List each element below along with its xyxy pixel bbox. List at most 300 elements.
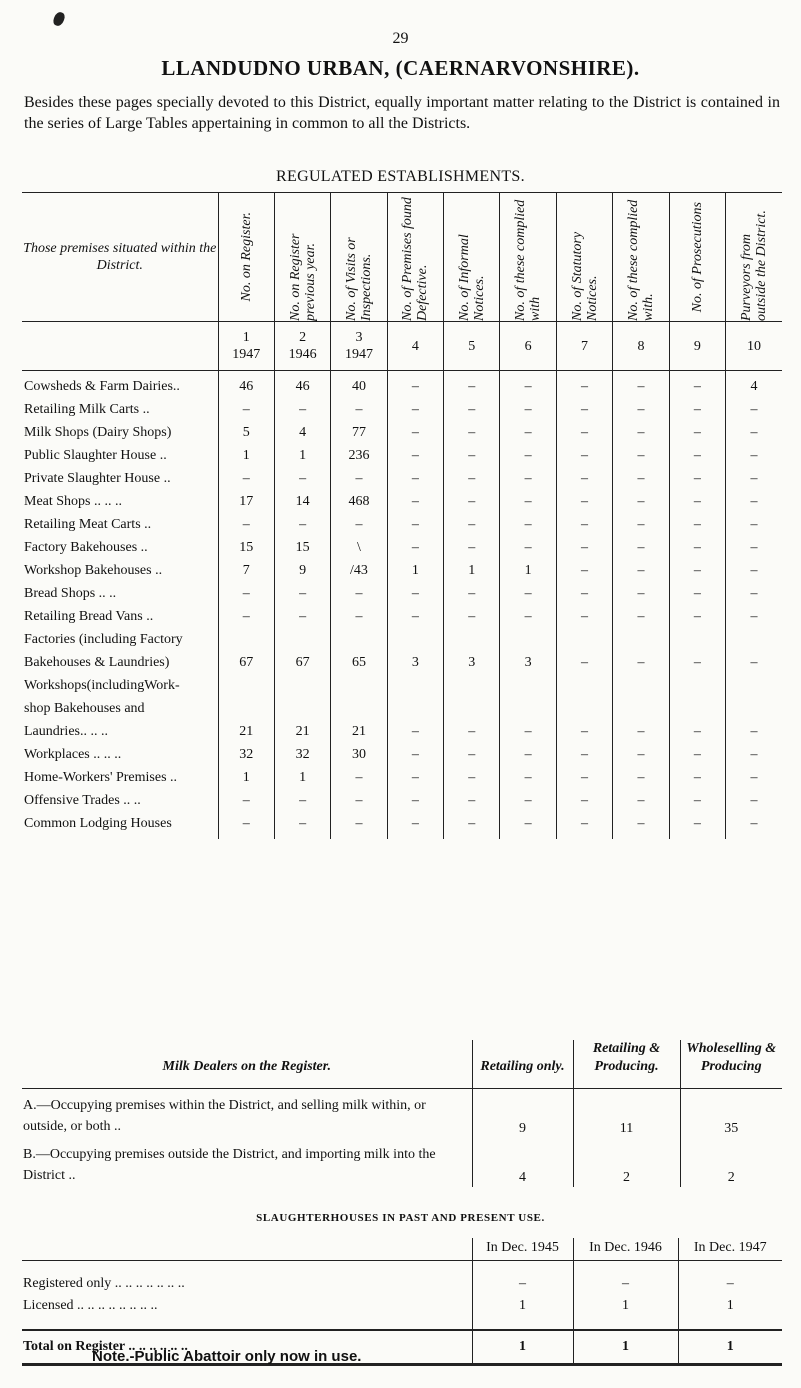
table-cell: 21 (331, 724, 387, 747)
table-cell: – (331, 471, 387, 494)
table-cell: – (669, 724, 725, 747)
regulated-title: REGULATED ESTABLISHMENTS. (276, 168, 525, 185)
table-cell: 1 (387, 563, 443, 586)
table-cell (444, 632, 500, 655)
table-cell: – (726, 563, 782, 586)
col-header: No. of Informal Notices. (444, 193, 500, 322)
table-cell: – (726, 425, 782, 448)
table-row (22, 655, 782, 678)
table-cell (669, 632, 725, 655)
table-cell: – (500, 425, 556, 448)
total-cell: 1 (678, 1330, 782, 1365)
milk-row-a (22, 1089, 782, 1139)
slaughter-cell: – (573, 1273, 678, 1295)
table-cell: – (444, 586, 500, 609)
table-cell: – (669, 448, 725, 471)
table-cell (387, 701, 443, 724)
table-cell: – (331, 793, 387, 816)
table-row (22, 494, 782, 517)
table-cell: 4 (274, 425, 330, 448)
table-cell: – (726, 471, 782, 494)
table-cell (387, 632, 443, 655)
column-number-cell (274, 322, 330, 371)
page-number: 29 (392, 30, 409, 47)
table-cell: – (331, 402, 387, 425)
col-header: No. of Prosecutions (669, 193, 725, 322)
table-cell: 5 (218, 425, 274, 448)
table-cell: – (387, 724, 443, 747)
row-label: Common Lodging Houses (24, 816, 172, 831)
table-cell: – (556, 494, 612, 517)
table-cell: – (500, 770, 556, 793)
table-cell: – (500, 517, 556, 540)
table-cell: – (387, 494, 443, 517)
table-cell: 3 (500, 655, 556, 678)
column-number-cell (556, 322, 612, 371)
row-label: Bakehouses & Laundries) (24, 655, 170, 670)
table-cell (218, 678, 274, 701)
table-cell: /43 (331, 563, 387, 586)
slaughter-row-label: Registered only .. .. .. .. .. .. .. (23, 1276, 185, 1291)
table-cell: 1 (444, 563, 500, 586)
table-cell: 46 (274, 371, 330, 403)
milk-cell: 2 (573, 1138, 680, 1187)
column-number: 1 (242, 330, 250, 345)
table-cell: – (556, 371, 612, 403)
table-cell: – (556, 655, 612, 678)
table-cell: – (613, 724, 669, 747)
column-number: 3 (355, 330, 363, 345)
milk-cell: 11 (573, 1089, 680, 1139)
table-cell (218, 701, 274, 724)
row-label: Retailing Bread Vans .. (24, 609, 154, 624)
table-cell: – (613, 448, 669, 471)
table-cell: – (613, 540, 669, 563)
row-label: Offensive Trades .. .. (24, 793, 141, 808)
table-row (22, 747, 782, 770)
table-cell: 32 (218, 747, 274, 770)
column-number-cell (444, 322, 500, 371)
table-row (22, 816, 782, 839)
table-cell (274, 632, 330, 655)
table-cell (669, 701, 725, 724)
table-row (22, 540, 782, 563)
table-cell: – (444, 609, 500, 632)
table-row (22, 724, 782, 747)
table-cell: 1 (500, 563, 556, 586)
table-cell: – (669, 609, 725, 632)
table-cell (387, 678, 443, 701)
row-label: shop Bakehouses and (24, 701, 145, 716)
table-cell: – (556, 609, 612, 632)
table-cell: – (556, 816, 612, 839)
table-cell: – (387, 770, 443, 793)
table-cell: – (500, 402, 556, 425)
slaughter-cell: – (472, 1273, 573, 1295)
table-row (22, 632, 782, 655)
table-cell: – (669, 816, 725, 839)
table-cell (274, 701, 330, 724)
table-cell: – (500, 793, 556, 816)
table-cell (556, 632, 612, 655)
table-cell: – (669, 793, 725, 816)
table-cell: – (444, 816, 500, 839)
table-cell (726, 678, 782, 701)
table-cell: – (613, 747, 669, 770)
column-number: 10 (747, 338, 762, 354)
table-row (22, 425, 782, 448)
table-cell: – (218, 816, 274, 839)
table-cell: 3 (387, 655, 443, 678)
table-cell: 236 (331, 448, 387, 471)
col-header: No. of Premises found Defective. (387, 193, 443, 322)
table-row (22, 678, 782, 701)
row-label: Bread Shops .. .. (24, 586, 117, 601)
table-cell: – (613, 402, 669, 425)
table-cell: – (726, 655, 782, 678)
table-cell: – (218, 586, 274, 609)
table-row (22, 609, 782, 632)
row-label: Meat Shops .. .. .. (24, 494, 122, 509)
row-label: Factories (including Factory (24, 632, 183, 647)
table-row (22, 586, 782, 609)
table-cell: – (444, 448, 500, 471)
col-header: Purveyors from outside the District. (726, 193, 782, 322)
table-cell: 3 (444, 655, 500, 678)
table-cell (556, 701, 612, 724)
table-cell: – (613, 563, 669, 586)
table-cell: 1 (274, 448, 330, 471)
table-cell: \ (331, 540, 387, 563)
table-cell: – (387, 540, 443, 563)
table-row (22, 701, 782, 724)
slaughter-col-header: In Dec. 1947 (678, 1238, 782, 1261)
table-cell (613, 632, 669, 655)
milk-cell: 4 (472, 1138, 573, 1187)
regulated-establishments-table (22, 192, 782, 839)
table-cell (274, 678, 330, 701)
table-cell: – (726, 540, 782, 563)
slaughter-header-row (22, 1238, 782, 1261)
slaughter-cell: 1 (678, 1295, 782, 1317)
row-label: Public Slaughter House .. (24, 448, 167, 463)
milk-dealers-header: Milk Dealers on the Register. (22, 1040, 472, 1089)
table-cell: – (500, 540, 556, 563)
table-cell (444, 678, 500, 701)
table-cell: – (444, 471, 500, 494)
table-cell: – (387, 448, 443, 471)
table-cell: – (218, 517, 274, 540)
table-cell: – (387, 402, 443, 425)
reg-body (22, 371, 782, 840)
column-number-cell (613, 322, 669, 371)
col-header: No. of Statutory Notices. (556, 193, 612, 322)
row-label: Cowsheds & Farm Dairies.. (24, 379, 180, 394)
table-cell (669, 678, 725, 701)
slaughter-col-header: In Dec. 1946 (573, 1238, 678, 1261)
column-year: 1947 (344, 347, 373, 362)
table-cell: – (218, 471, 274, 494)
row-label: Factory Bakehouses .. (24, 540, 148, 555)
table-cell: – (218, 609, 274, 632)
table-cell: – (218, 793, 274, 816)
table-cell: – (556, 724, 612, 747)
table-cell: – (669, 655, 725, 678)
table-cell: – (669, 586, 725, 609)
table-cell: – (444, 540, 500, 563)
table-cell: – (500, 448, 556, 471)
table-cell (726, 632, 782, 655)
table-cell: – (556, 770, 612, 793)
table-cell: 15 (218, 540, 274, 563)
column-number: 2 (299, 330, 307, 345)
table-cell: – (726, 609, 782, 632)
milk-cell: 9 (472, 1089, 573, 1139)
slaughter-cell: 1 (573, 1295, 678, 1317)
row-label: Milk Shops (Dairy Shops) (24, 425, 172, 440)
column-number-cell (218, 322, 274, 371)
table-cell: – (444, 724, 500, 747)
table-cell: – (669, 747, 725, 770)
table-cell: 40 (331, 371, 387, 403)
column-year: 1946 (288, 347, 317, 362)
table-cell: – (613, 371, 669, 403)
premises-header: Those premises situated within the District. (22, 193, 218, 322)
table-cell: – (331, 586, 387, 609)
table-row (22, 471, 782, 494)
table-cell: – (274, 517, 330, 540)
table-cell: – (669, 494, 725, 517)
table-cell: 9 (274, 563, 330, 586)
slaughterhouses-title: SLAUGHTERHOUSES IN PAST AND PRESENT USE. (256, 1212, 545, 1224)
column-number-row (22, 322, 782, 371)
slaughter-row (22, 1295, 782, 1317)
row-label: Workshops(includingWork- (24, 678, 180, 693)
table-cell: 21 (274, 724, 330, 747)
table-cell: – (500, 371, 556, 403)
column-number: 9 (693, 338, 701, 354)
table-cell: – (274, 402, 330, 425)
table-cell: – (613, 586, 669, 609)
table-cell: 65 (331, 655, 387, 678)
col-header: No. on Register previous year. (274, 193, 330, 322)
milk-col-header: Retailing & Producing. (573, 1040, 680, 1089)
milk-cell: 35 (680, 1089, 782, 1139)
table-cell: – (726, 793, 782, 816)
table-cell: 21 (218, 724, 274, 747)
slaughter-row (22, 1273, 782, 1295)
column-number-cell (387, 322, 443, 371)
row-label: Workshop Bakehouses .. (24, 563, 163, 578)
table-cell: – (726, 747, 782, 770)
milk-dealers-table (22, 1040, 782, 1187)
column-number: 5 (468, 338, 476, 354)
table-cell: 32 (274, 747, 330, 770)
table-cell: – (331, 816, 387, 839)
table-row (22, 793, 782, 816)
column-year: 1947 (232, 347, 261, 362)
table-cell (218, 632, 274, 655)
table-cell: – (556, 517, 612, 540)
table-row (22, 770, 782, 793)
table-cell (500, 632, 556, 655)
table-cell: – (500, 494, 556, 517)
table-cell: 67 (274, 655, 330, 678)
milk-row-label: A.—Occupying premises within the District, and selling milk within, or outside, or both .. (23, 1098, 426, 1134)
table-cell: – (500, 471, 556, 494)
footnote: Note.-Public Abattoir only now in use. (92, 1348, 362, 1365)
table-cell: – (444, 402, 500, 425)
column-number: 6 (524, 338, 532, 354)
total-label: Total on Register .. .. .. .. .. .. (22, 1330, 472, 1365)
column-number: 4 (411, 338, 419, 354)
table-cell: – (669, 563, 725, 586)
table-cell (613, 701, 669, 724)
slaughter-col-header: In Dec. 1945 (472, 1238, 573, 1261)
table-cell: – (500, 586, 556, 609)
table-cell: 77 (331, 425, 387, 448)
table-row (22, 563, 782, 586)
table-cell: – (613, 425, 669, 448)
table-cell: – (387, 371, 443, 403)
table-cell: – (444, 747, 500, 770)
table-cell: 1 (218, 448, 274, 471)
table-cell: 7 (218, 563, 274, 586)
table-cell: – (387, 816, 443, 839)
table-cell: – (500, 747, 556, 770)
row-label: Workplaces .. .. .. (24, 747, 122, 762)
table-cell: – (387, 793, 443, 816)
table-cell: – (613, 609, 669, 632)
table-cell: – (500, 609, 556, 632)
table-cell: – (274, 609, 330, 632)
table-cell: – (669, 471, 725, 494)
table-cell (500, 678, 556, 701)
column-number-cell (500, 322, 556, 371)
table-cell: 1 (274, 770, 330, 793)
column-number-cell (726, 322, 782, 371)
table-cell (556, 678, 612, 701)
total-cell: 1 (472, 1330, 573, 1365)
row-label: Retailing Milk Carts .. (24, 402, 150, 417)
table-cell: – (726, 402, 782, 425)
table-row (22, 517, 782, 540)
table-cell: – (331, 517, 387, 540)
table-cell: – (726, 816, 782, 839)
table-cell: – (726, 517, 782, 540)
table-row (22, 448, 782, 471)
milk-col-header: Retailing only. (472, 1040, 573, 1089)
row-label: Retailing Meat Carts .. (24, 517, 152, 532)
table-cell: – (387, 586, 443, 609)
table-cell: – (331, 770, 387, 793)
table-cell: – (726, 494, 782, 517)
table-cell: – (556, 563, 612, 586)
row-label: Private Slaughter House .. (24, 471, 171, 486)
row-label: Home-Workers' Premises .. (24, 770, 178, 785)
column-number: 8 (637, 338, 645, 354)
table-cell: 46 (218, 371, 274, 403)
table-cell: – (444, 494, 500, 517)
column-number-cell (669, 322, 725, 371)
col-header: No. of these complied with. (613, 193, 669, 322)
table-cell: – (500, 724, 556, 747)
table-cell (500, 701, 556, 724)
table-cell: 4 (726, 371, 782, 403)
col-header: No. of Visits or Inspections. (331, 193, 387, 322)
table-cell: 30 (331, 747, 387, 770)
table-cell: – (387, 609, 443, 632)
table-cell: – (556, 471, 612, 494)
reg-header-row (22, 193, 782, 322)
table-cell: – (274, 586, 330, 609)
table-cell (331, 632, 387, 655)
slaughter-cell: 1 (472, 1295, 573, 1317)
milk-row-label: B.—Occupying premises outside the District, and importing milk into the District .. (23, 1147, 436, 1183)
table-cell: 15 (274, 540, 330, 563)
table-cell (331, 701, 387, 724)
table-cell: – (613, 494, 669, 517)
ink-blot (52, 11, 66, 28)
col-header: No. of these complied with (500, 193, 556, 322)
table-cell: – (726, 448, 782, 471)
page-title: LLANDUDNO URBAN, (CAERNARVONSHIRE). (161, 56, 640, 80)
table-cell: – (556, 793, 612, 816)
table-cell: – (613, 793, 669, 816)
table-cell (726, 701, 782, 724)
table-cell: – (444, 770, 500, 793)
column-number-cell (331, 322, 387, 371)
table-cell: – (556, 586, 612, 609)
table-cell: – (444, 371, 500, 403)
table-cell: – (274, 816, 330, 839)
table-cell (444, 701, 500, 724)
table-cell: – (218, 402, 274, 425)
table-cell: – (556, 540, 612, 563)
intro-paragraph: Besides these pages specially devoted to this District, equally important matter relating to the District is contained in the series of Large Tables appertaining in common to all the Districts. (24, 94, 780, 132)
table-cell: – (613, 816, 669, 839)
total-cell: 1 (573, 1330, 678, 1365)
milk-col-header: Wholeselling & Producing (680, 1040, 782, 1089)
table-cell: 1 (218, 770, 274, 793)
table-cell: – (500, 816, 556, 839)
table-cell: – (726, 770, 782, 793)
table-cell: – (387, 425, 443, 448)
table-cell: – (556, 425, 612, 448)
column-number: 7 (581, 338, 589, 354)
table-cell: – (613, 517, 669, 540)
table-cell: – (444, 793, 500, 816)
table-cell: 67 (218, 655, 274, 678)
table-cell: – (387, 517, 443, 540)
table-cell: 468 (331, 494, 387, 517)
table-cell: 14 (274, 494, 330, 517)
table-cell (331, 678, 387, 701)
col-header: No. on Register. (218, 193, 274, 322)
table-cell: – (613, 770, 669, 793)
slaughter-cell: – (678, 1273, 782, 1295)
table-cell: – (274, 471, 330, 494)
table-cell: – (669, 425, 725, 448)
table-cell: 17 (218, 494, 274, 517)
slaughterhouses-table (22, 1238, 782, 1366)
table-cell: – (613, 471, 669, 494)
table-cell: – (387, 471, 443, 494)
table-cell: – (613, 655, 669, 678)
table-cell: – (669, 371, 725, 403)
table-cell: – (726, 724, 782, 747)
table-cell: – (726, 586, 782, 609)
